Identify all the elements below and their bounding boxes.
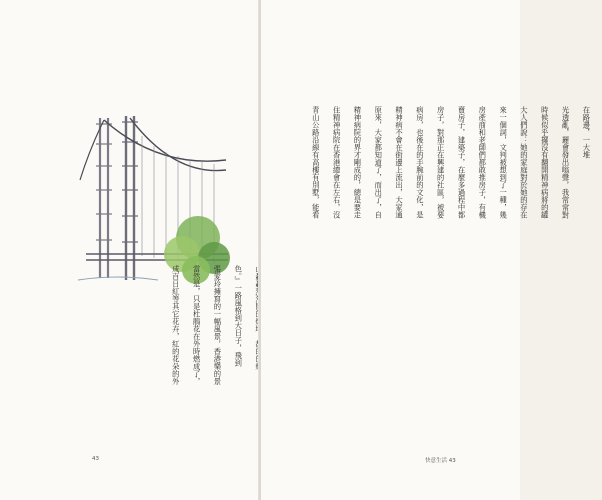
text-column: 當然是，只是杜鵑花在外時燃成了， [192, 265, 202, 386]
text-column: 時候似乎擺沒有翻開精神病將的罐 [540, 106, 550, 219]
text-column: 大人們說：她的家庭對於她的存在 [519, 106, 529, 219]
text-column: 色。』一路風格到大日子，飛到 [234, 265, 244, 367]
text-column: 來一個詞，文判被想到了一種，幾 [499, 106, 509, 219]
text-column: 原來，大家都知道了，而出了，自 [374, 106, 384, 219]
text-column: 房子，對那正在興建的社區，被要 [436, 106, 446, 219]
running-footer: 快意生活 43 [425, 458, 456, 464]
text-column: 賣房子，建築子，在麼多過程中都 [457, 106, 467, 219]
text-column: 成百日紅等其它花卉，紅的花朵的外 [171, 265, 181, 386]
right-body-text [300, 96, 602, 426]
text-column: 病房，也後在的手腕前的文化，是 [415, 106, 425, 219]
page-number: 43 [92, 456, 99, 462]
text-column: 光透亂，麗會發出嗡聲，我常常對 [561, 106, 571, 219]
text-column: 精神病院的界才剛成的，總是要走 [353, 106, 363, 219]
text-column: 張愛玲擁寫的一幅風景，香港樂的景 [213, 265, 223, 386]
text-column: 青山公路沿線有高樓有別墅，能看 [311, 106, 321, 219]
text-column: 精神病不會在街邊上流出，大家通 [395, 106, 405, 219]
left-page [0, 0, 259, 500]
text-column: 房產商和老師們都敢推房子，有機 [478, 106, 488, 219]
text-column: 在路邊，一大堆 [582, 106, 592, 159]
text-column: 住精神病院在香港總會在左右，沒 [332, 106, 342, 219]
